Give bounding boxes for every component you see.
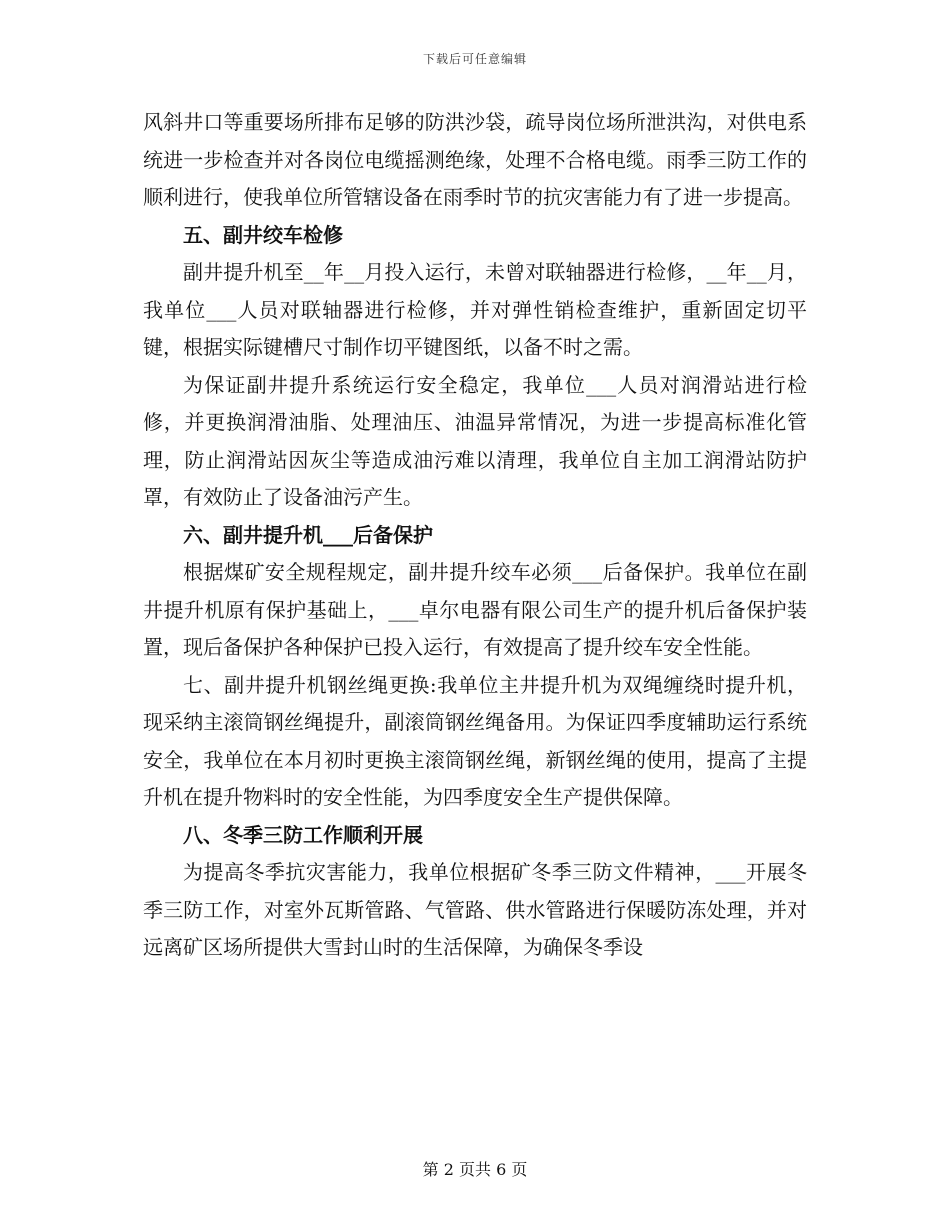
page-footer: 第 2 页共 6 页	[422, 1160, 528, 1179]
paragraph: 副井提升机至__年__月投入运行，未曾对联轴器进行检修，__年__月，我单位___人员对联轴器进行检修，并对弹性销检查维护，重新固定切平键，根据实际键槽尺寸制作切平键图纸，以备不时之需。	[143, 260, 807, 359]
paragraph-continuation: 风斜井口等重要场所排布足够的防洪沙袋，疏导岗位场所泄洪沟，对供电系统进一步检查并对各岗位电缆摇测绝缘，处理不合格电缆。雨季三防工作的顺利进行，使我单位所管辖设备在雨季时节的抗灾害能力有了进一步提高。	[143, 110, 807, 209]
paragraph: 为提高冬季抗灾害能力，我单位根据矿冬季三防文件精神，___开展冬季三防工作，对室外瓦斯管路、气管路、供水管路进行保暖防冻处理，并对远离矿区场所提供大雪封山时的生活保障，为确保冬季设	[143, 860, 807, 959]
paragraph: 根据煤矿安全规程规定，副井提升绞车必须___后备保护。我单位在副井提升机原有保护基础上，___卓尔电器有限公司生产的提升机后备保护装置，现后备保护各种保护已投入运行，有效提高了提升绞车安全性能。	[143, 560, 807, 659]
section-heading-8: 八、冬季三防工作顺利开展	[183, 822, 423, 847]
document-body	[143, 104, 807, 967]
paragraph: 七、副井提升机钢丝绳更换:我单位主井提升机为双绳缠绕时提升机，现采纳主滚筒钢丝绳提升，副滚筒钢丝绳备用。为保证四季度辅助运行系统安全，我单位在本月初时更换主滚筒钢丝绳，新钢丝绳的使用，提高了主提升机在提升物料时的安全性能，为四季度安全生产提供保障。	[143, 672, 807, 809]
section-heading-5: 五、副井绞车检修	[183, 222, 343, 247]
paragraph: 为保证副井提升系统运行安全稳定，我单位___人员对润滑站进行检修，并更换润滑油脂、处理油压、油温异常情况，为进一步提高标准化管理，防止润滑站因灰尘等造成油污难以清理，我单位自主加工润滑站防护罩，有效防止了设备油污产生。	[143, 372, 807, 509]
section-heading-6: 六、副井提升机___后备保护	[183, 522, 433, 547]
page-header: 下载后可任意编辑	[422, 52, 527, 66]
